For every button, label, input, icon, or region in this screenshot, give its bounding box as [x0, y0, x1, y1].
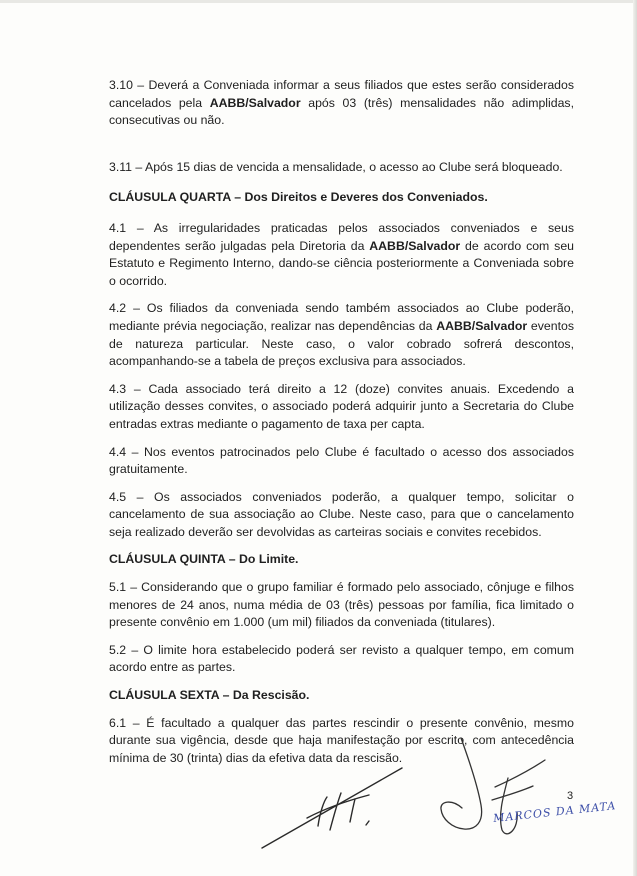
clause-heading-quarta: CLÁUSULA QUARTA – Dos Direitos e Deveres dos Conveniados.	[109, 190, 488, 205]
paragraph-4-3: 4.3 – Cada associado terá direito a 12 (doze) convites anuais. Excedendo a utilização desses convites, o associado poderá adquirir junto a Secretaria do Clube entradas extras mediante o pagamento de taxa per capta.	[109, 381, 574, 431]
paragraph-4-5: 4.5 – Os associados conveniados poderão, a qualquer tempo, solicitar o cancelamento de sua associação ao Clube. Neste caso, para que o cancelamento seja realizado deverão ser devolvidas as carteiras sociais e convites recebidos.	[109, 489, 574, 539]
page-number: 3	[567, 790, 574, 802]
bold-entity: AABB/Salvador	[436, 318, 528, 333]
text-segment: 4.1 – As irregularidades praticadas pelos associados conveniados e seus dependentes serão julgadas pela Diretoria da	[109, 220, 574, 253]
paragraph-5-1: 5.1 – Considerando que o grupo familiar é formado pelo associado, cônjuge e filhos menores de 24 anos, numa média de 03 (três) pessoas por família, fica limitado o presente convênio em 1.000 (um mil) filiados da conveniada (titulares).	[109, 580, 574, 630]
paragraph-3-11: 3.11 – Após 15 dias de vencida a mensalidade, o acesso ao Clube será bloqueado.	[109, 159, 563, 174]
text-segment: 4.2 – Os filiados da conveniada sendo também associados ao Clube poderão, mediante prévia negociação, realizar nas dependências da	[109, 301, 574, 333]
text-segment: eventos de natureza particular. Neste caso, o valor cobrado sofrerá descontos, acompanhando-se a tabela de preços exclusiva para associados.	[109, 318, 574, 369]
text-segment: 3.10 – Deverá a Conveniada informar a seus filiados que estes serão considerados cancelados pela	[109, 78, 574, 110]
bold-entity: AABB/Salvador	[369, 238, 461, 253]
paragraph-6-1: 6.1 – É facultado a qualquer das partes rescindir o presente convênio, mesmo durante sua vigência, desde que haja manifestação por escrito, com antecedência mínima de 30 (trinta) dias da efetiva data da rescisão.	[109, 715, 574, 765]
paragraph-5-2: 5.2 – O limite hora estabelecido poderá ser revisto a qualquer tempo, em comum acordo entre as partes.	[109, 642, 574, 675]
signature-left	[262, 768, 402, 848]
clause-heading-sexta: CLÁUSULA SEXTA – Da Rescisão.	[109, 688, 310, 703]
paragraph-4-4: 4.4 – Nos eventos patrocinados pelo Clube é facultado o acesso dos associados gratuitamente.	[109, 444, 574, 477]
bold-entity: AABB/Salvador	[209, 95, 301, 110]
text-segment: após 03 (três) mensalidades não adimplidas, consecutivas ou não.	[109, 95, 574, 128]
text-segment: de acordo com seu Estatuto e Regimento Interno, dando-se ciência posteriormente a Conveniada sobre o ocorrido.	[109, 238, 574, 288]
clause-heading-quinta: CLÁUSULA QUINTA – Do Limite.	[109, 552, 299, 567]
signature-name-handwritten: MARCOS DA MATA	[492, 799, 617, 825]
